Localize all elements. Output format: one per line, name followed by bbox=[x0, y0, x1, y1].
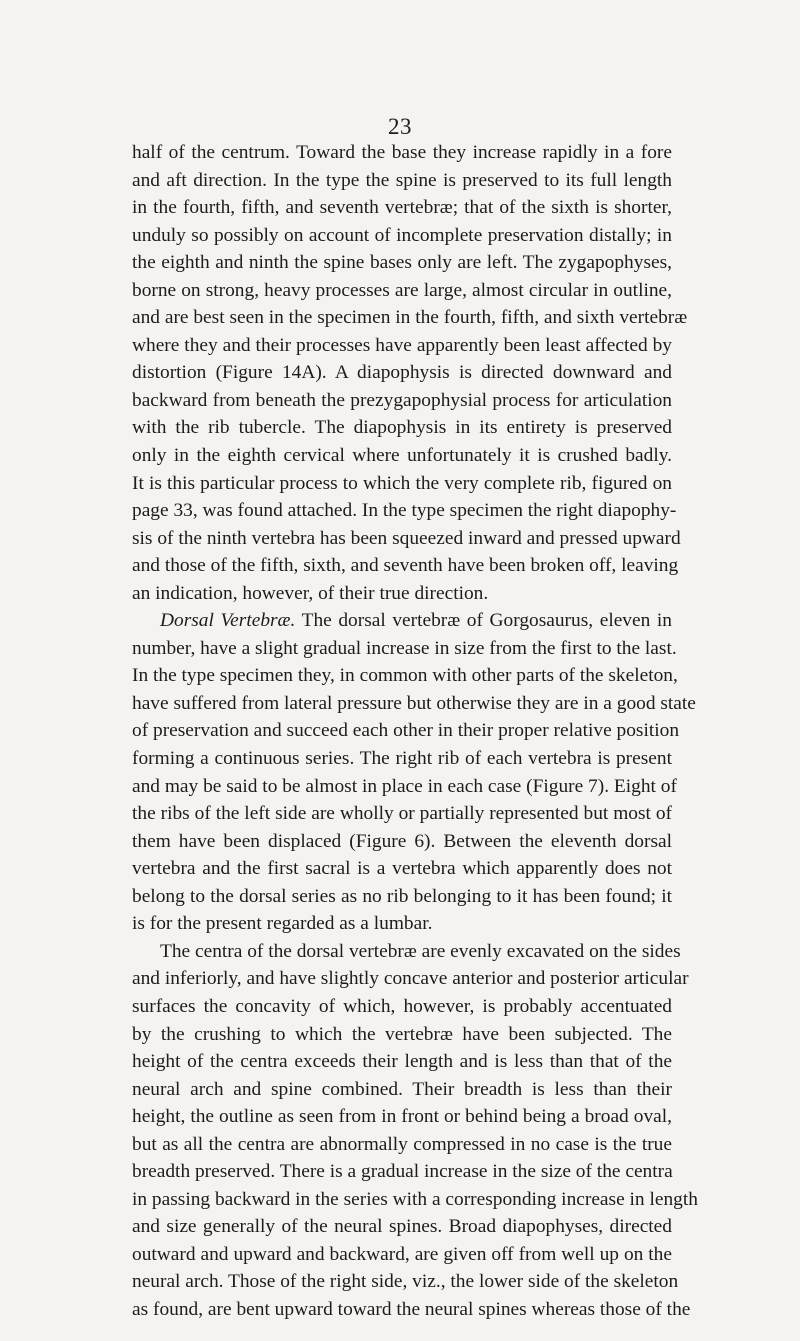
text-line: The centra of the dorsal vertebræ are evenly excavated on the sides bbox=[160, 940, 681, 962]
text-line: and aft direction. In the type the spine is preserved to its full length bbox=[132, 169, 672, 191]
text-line: of preservation and succeed each other in their proper relative position bbox=[132, 720, 680, 742]
text-line: where they and their processes have apparently been least affected by bbox=[132, 334, 672, 356]
text-line: borne on strong, heavy processes are large, almost circular in outline, bbox=[132, 279, 672, 301]
text-line: with the rib tubercle. The diapophysis in its entirety is preserved bbox=[132, 417, 672, 439]
text-line: by the crushing to which the vertebræ have been subjected. The bbox=[132, 1023, 672, 1045]
text-line: number, have a slight gradual increase in size from the first to the last. bbox=[132, 637, 677, 659]
text-line: belong to the dorsal series as no rib belonging to it has been found; it bbox=[132, 885, 672, 907]
text-line: surfaces the concavity of which, however, is probably accentuated bbox=[132, 995, 672, 1017]
text-line: and inferiorly, and have slightly concave anterior and posterior articular bbox=[132, 968, 689, 990]
text-line: the eighth and ninth the spine bases only are left. The zygapophyses, bbox=[132, 252, 672, 274]
text-line: backward from beneath the prezygapophysial process for articulation bbox=[132, 389, 672, 411]
text-line: in the fourth, fifth, and seventh vertebræ; that of the sixth is shorter, bbox=[132, 197, 672, 219]
text-line: half of the centrum. Toward the base they increase rapidly in a fore bbox=[132, 142, 672, 163]
text-line: and are best seen in the specimen in the fourth, fifth, and sixth vertebræ bbox=[132, 307, 688, 329]
text-line: and may be said to be almost in place in each case (Figure 7). Eight of bbox=[132, 775, 677, 797]
text-line: and those of the fifth, sixth, and seventh have been broken off, leaving bbox=[132, 555, 679, 577]
text-line: height, the outline as seen from in front or behind being a broad oval, bbox=[132, 1106, 672, 1128]
text-line: outward and upward and backward, are given off from well up on the bbox=[132, 1243, 672, 1265]
text-line: the ribs of the left side are wholly or partially represented but most of bbox=[132, 803, 672, 825]
section-heading: Dorsal Vertebræ. bbox=[160, 610, 296, 632]
text-line: have suffered from lateral pressure but otherwise they are in a good state bbox=[132, 692, 696, 714]
text-line: is for the present regarded as a lumbar. bbox=[132, 913, 433, 935]
text-line: but as all the centra are abnormally compressed in no case is the true bbox=[132, 1133, 672, 1155]
page-number: 23 bbox=[388, 114, 412, 139]
text-line: height of the centra exceeds their length and is less than that of the bbox=[132, 1051, 672, 1073]
text-line: and size generally of the neural spines. Broad diapophyses, directed bbox=[132, 1216, 672, 1238]
text-line: in passing backward in the series with a corresponding increase in length bbox=[132, 1188, 698, 1210]
body-text bbox=[132, 139, 698, 1324]
text-line: In the type specimen they, in common with other parts of the skeleton, bbox=[132, 665, 678, 687]
text-line: unduly so possibly on account of incomplete preservation distally; in bbox=[132, 224, 672, 246]
text-line: page 33, was found attached. In the type specimen the right diapophy- bbox=[132, 500, 677, 522]
text-line: neural arch and spine combined. Their breadth is less than their bbox=[132, 1078, 672, 1100]
text-line: them have been displaced (Figure 6). Between the eleventh dorsal bbox=[132, 830, 672, 852]
text-line: It is this particular process to which the very complete rib, figured on bbox=[132, 472, 672, 494]
text-line: only in the eighth cervical where unfortunately it is crushed badly. bbox=[132, 445, 672, 467]
text-line: forming a continuous series. The right rib of each vertebra is present bbox=[132, 748, 672, 770]
text-line: sis of the ninth vertebra has been squeezed inward and pressed upward bbox=[132, 527, 681, 549]
text-line: an indication, however, of their true direction. bbox=[132, 582, 489, 604]
text-line: neural arch. Those of the right side, viz., the lower side of the skeleton bbox=[132, 1271, 679, 1293]
text-line-with-heading bbox=[132, 607, 672, 635]
text-line-rest: The dorsal vertebræ of Gorgosaurus, eleven in bbox=[301, 610, 672, 632]
text-line: breadth preserved. There is a gradual increase in the size of the centra bbox=[132, 1161, 673, 1183]
text-line: distortion (Figure 14A). A diapophysis is directed downward and bbox=[132, 362, 672, 384]
text-line: vertebra and the first sacral is a vertebra which apparently does not bbox=[132, 858, 672, 880]
text-line: as found, are bent upward toward the neural spines whereas those of the bbox=[132, 1298, 691, 1320]
